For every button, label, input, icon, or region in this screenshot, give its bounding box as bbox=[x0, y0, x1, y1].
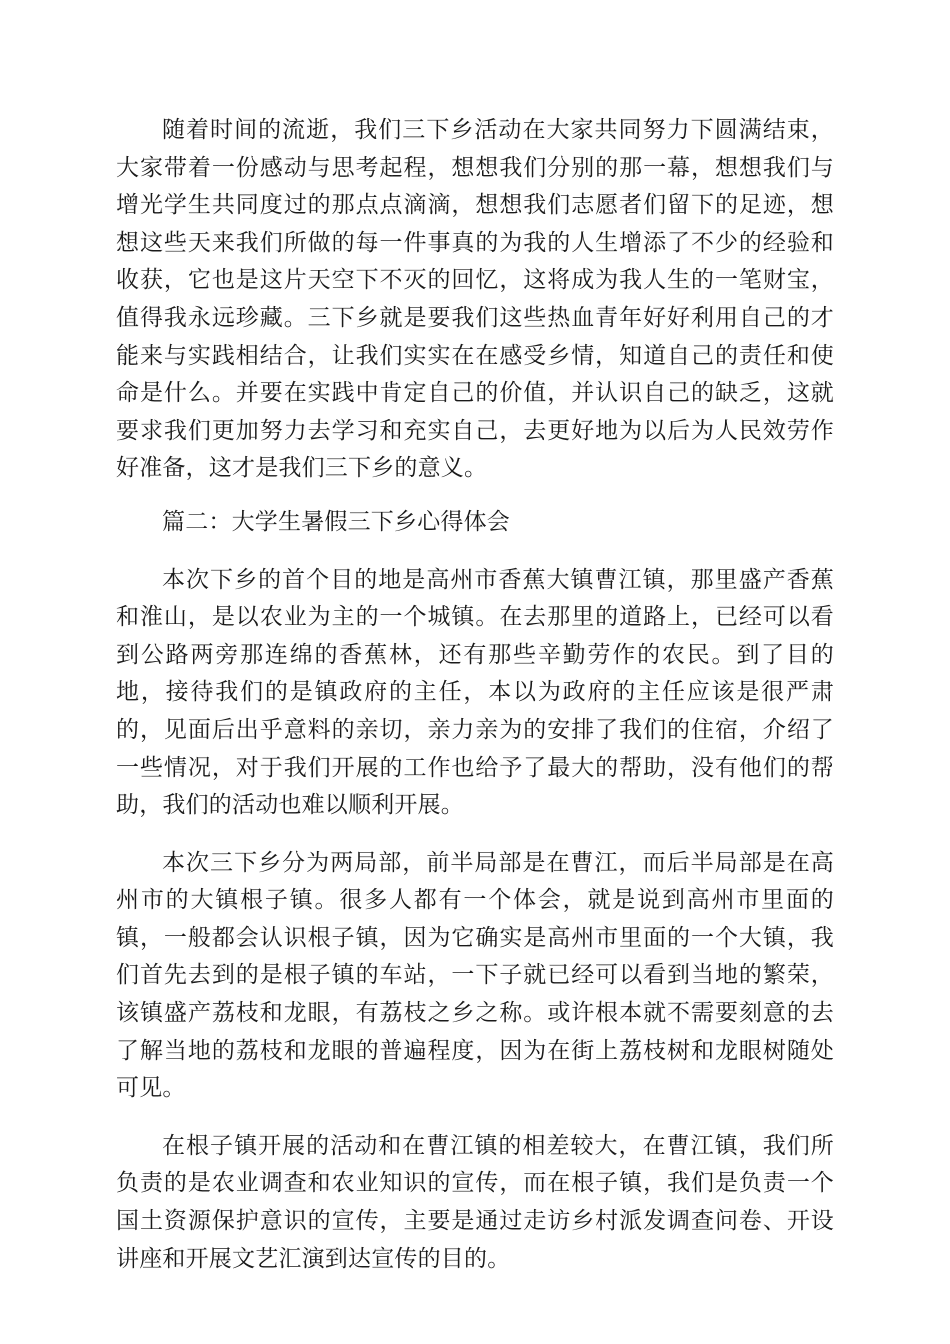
document-body bbox=[116, 112, 834, 1298]
paragraph-first-destination: 本次下乡的首个目的地是高州市香蕉大镇曹江镇，那里盛产香蕉和淮山，是以农业为主的一个城镇。在去那里的道路上，已经可以看到公路两旁那连绵的香蕉林，还有那些辛勤劳作的农民。到了目的地，接待我们的是镇政府的主任，本以为政府的主任应该是很严肃的，见面后出乎意料的亲切，亲力亲为的安排了我们的住宿，介绍了一些情况，对于我们开展的工作也给予了最大的帮助，没有他们的帮助，我们的活动也难以顺利开展。 bbox=[116, 566, 834, 819]
section-heading: 篇二：大学生暑假三下乡心得体会 bbox=[162, 508, 510, 535]
paragraph-two-parts: 本次三下乡分为两局部，前半局部是在曹江，而后半局部是在高州市的大镇根子镇。很多人都有一个体会，就是说到高州市里面的镇，一般都会认识根子镇，因为它确实是高州市里面的一个大镇，我们首先去到的是根子镇的车站，一下子就已经可以看到当地的繁荣，该镇盛产荔枝和龙眼，有荔枝之乡之称。或许根本就不需要刻意的去了解当地的荔枝和龙眼的普遍程度，因为在街上荔枝树和龙眼树随处可见。 bbox=[116, 849, 834, 1102]
paragraph-conclusion: 随着时间的流逝，我们三下乡活动在大家共同努力下圆满结束，大家带着一份感动与思考起程，想想我们分别的那一幕，想想我们与增光学生共同度过的那点点滴滴，想想我们志愿者们留下的足迹，想想这些天来我们所做的每一件事真的为我的人生增添了不少的经验和收获，它也是这片天空下不灭的回忆，这将成为我人生的一笔财宝，值得我永远珍藏。三下乡就是要我们这些热血青年好好利用自己的才能来与实践相结合，让我们实实在在感受乡情，知道自己的责任和使命是什么。并要在实践中肯定自己的价值，并认识自己的缺乏，这就要求我们更加努力去学习和充实自己，去更好地为以后为人民效劳作好准备，这才是我们三下乡的意义。 bbox=[116, 117, 834, 482]
paragraph-activities: 在根子镇开展的活动和在曹江镇的相差较大，在曹江镇，我们所负责的是农业调查和农业知识的宣传，而在根子镇，我们是负责一个国土资源保护意识的宣传，主要是通过走访乡村派发调查问卷、开设讲座和开展文艺汇演到达宣传的目的。 bbox=[116, 1132, 834, 1272]
